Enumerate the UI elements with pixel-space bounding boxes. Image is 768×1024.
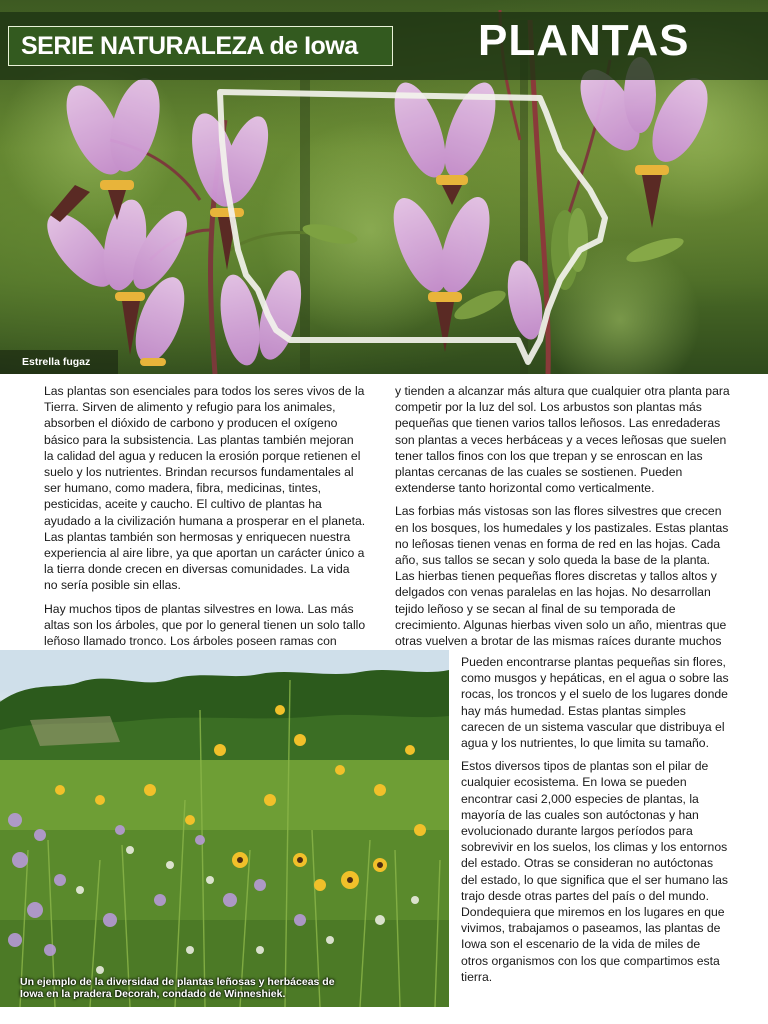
paragraph: Estos diversos tipos de plantas son el pilar de cualquier ecosistema. En Iowa se pueden encontrar casi 2,000 especies de plantas, la mayoría de las cuales son autóctonas y han evolucionado durante largos períodos para sobrevivir en los suelos, los climas y los entornos del estado. Otras se consideran no autóctonas del estado, lo que significa que el ser humano las trajo desde otras partes del país o del mundo. Dondequiera que miremos en los lugares en que vivimos, trabajamos o paseamos, las plantas de Iowa son el escenario de la vida de miles de otros organismos con los que compartimos esta tierra. [461, 759, 728, 984]
right-column-top [395, 383, 730, 672]
series-title-box [8, 26, 393, 66]
prairie-photo-caption: Un ejemplo de la diversidad de plantas leñosas y herbáceas de Iowa en la pradera Decorah, condado de Winneshiek. [20, 976, 335, 1000]
paragraph: Las forbias más vistosas son las flores silvestres que crecen en los bosques, los humedales y los pastizales. Estas plantas no leñosas tienen venas en forma de red en las hojas. Cada año, sus tallos se secan y solo queda la base de la planta. Las hierbas tienen pequeñas flores discretas y tallos altos y delgados con venas paralelas en las hojas. No desarrollan tejido leñoso y se secan al final de su temporada de crecimiento. Algunas hierbas viven solo un año, mientras que otras vuelven a brotar de las mismas raíces durante muchos [395, 504, 729, 649]
hero-caption: Estrella fugaz [22, 356, 91, 368]
prairie-illustration [0, 650, 449, 1007]
hero-image [0, 0, 768, 374]
series-title: SERIE NATURALEZA de Iowa [21, 32, 358, 60]
paragraph: Hay muchos tipos de plantas silvestres en Iowa. Las más altas son los árboles, que por lo general tienen un solo tallo leñoso llamado tronco. Los árboles poseen ramas con [44, 601, 366, 649]
paragraph: Las plantas son esenciales para todos los seres vivos de la Tierra. Sirven de alimento y refugio para los animales, absorben el dióxido de carbono y producen el oxígeno básico para la subsistencia. Las plantas también mejoran la calidad del agua y reducen la erosión porque retienen el suelo y los nutrientes. Brindan recursos fundamentales al ser humano, como madera, fibra, medicinas, tintes, pesticidas, aceite y caucho. El cultivo de plantas ha ayudado a la civilización humana a prosperar en el planeta. Las plantas también son hermosas y enriquecen nuestra experiencia al aire libre, ya que aportan un carácter único a la tierra donde crecen en diversas comunidades. La vida no sería posible sin ellas. [44, 384, 366, 593]
paragraph: y tienden a alcanzar más altura que cualquier otra planta para competir por la luz del sol. Los arbustos son plantas más pequeñas que tienen varios tallos leñosos. Las enredaderas son plantas a veces herbáceas y a veces leñosas que suelen tener tallos finos con los que trepan y se enroscan en las plantas cercanas de las cuales se sostienen. Pueden extenderse tanto horizontal como verticalmente. [395, 384, 730, 496]
prairie-photo [0, 650, 449, 1007]
paragraph: Pueden encontrarse plantas pequeñas sin flores, como musgos y hepáticas, en el agua o sobre las rocas, los troncos y el suelo de los lugares donde hay más humedad. Estas plantas simples carecen de un sistema vascular que distribuya el agua y los nutrientes, lo que limita su tamaño. [461, 655, 729, 751]
left-column [44, 383, 366, 672]
right-column-bottom [461, 654, 729, 992]
page-title: PLANTAS [478, 16, 690, 65]
